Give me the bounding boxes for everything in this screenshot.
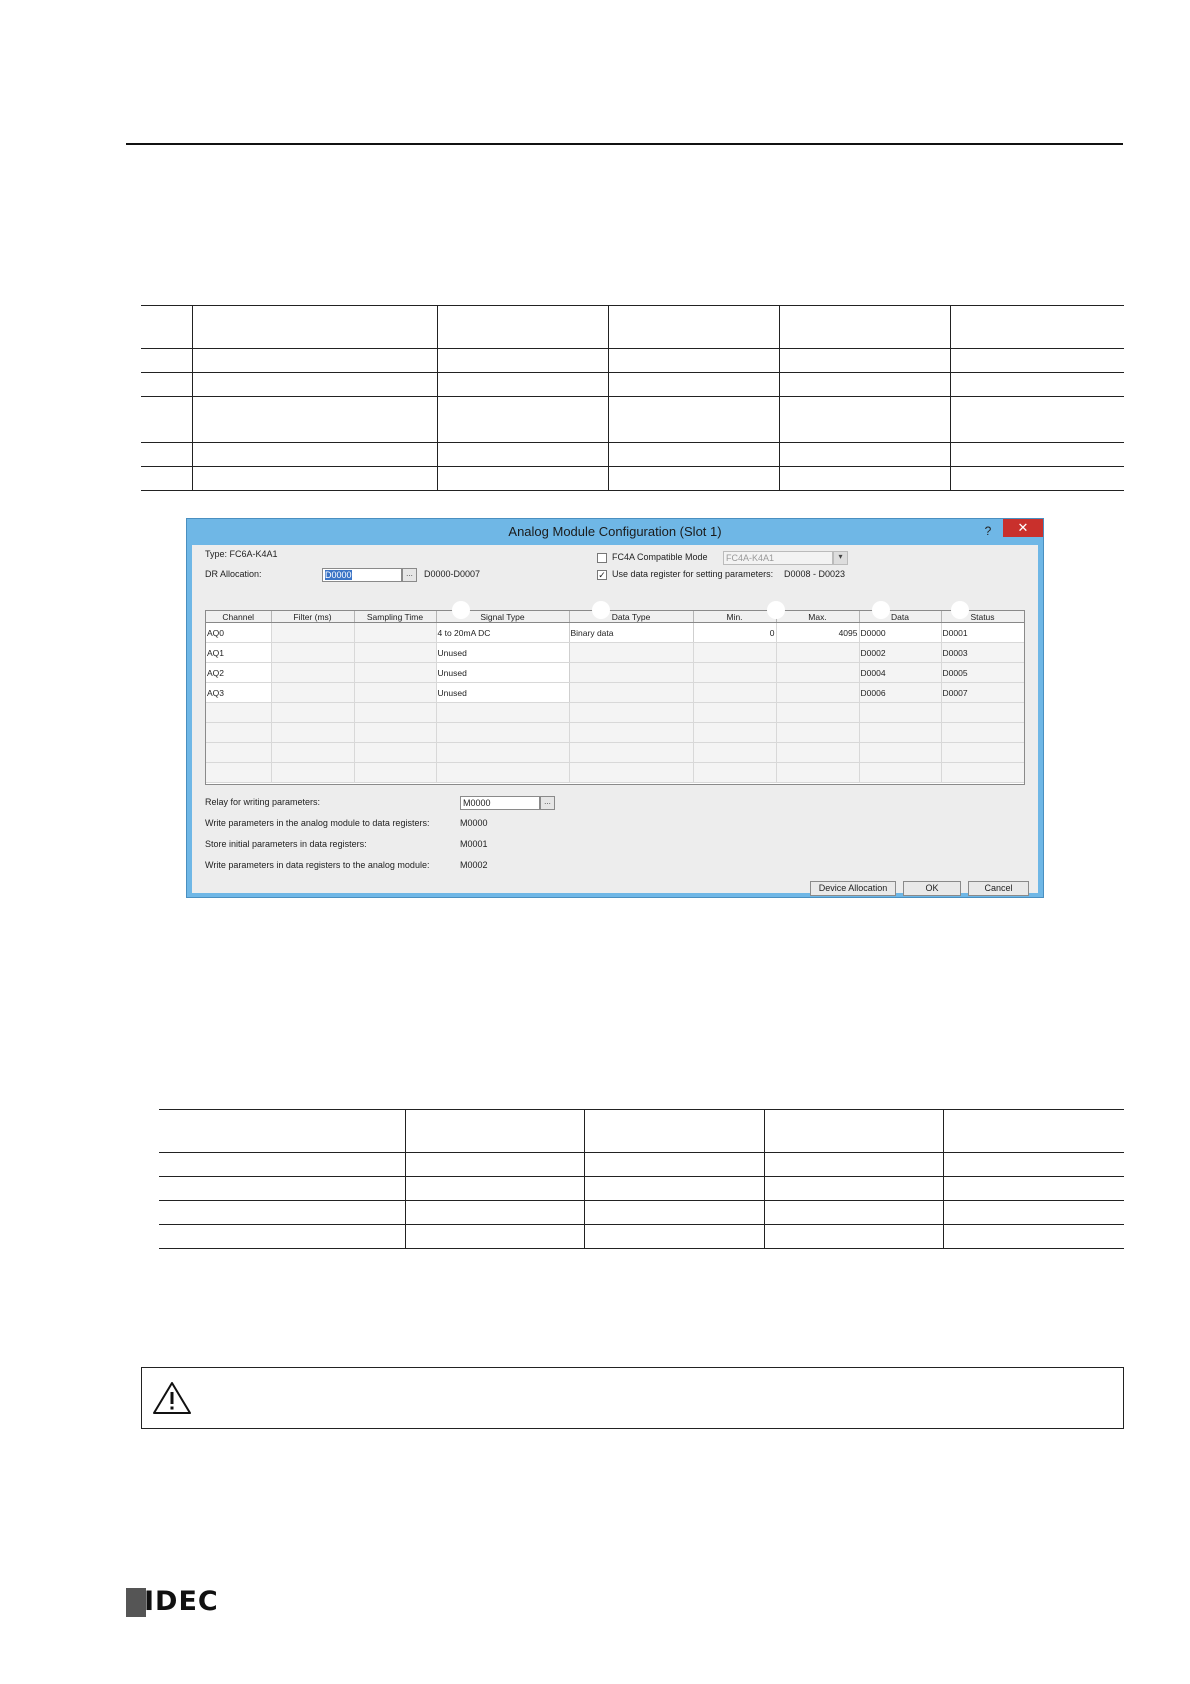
relay-input[interactable]: M0000 (460, 796, 540, 810)
chevron-down-icon: ▾ (833, 551, 848, 565)
data-cell: D0004 (859, 663, 941, 683)
status-cell: D0003 (941, 643, 1024, 663)
write2-label: Write parameters in data registers to the analog module: (205, 860, 430, 870)
empty-row (206, 723, 1024, 743)
min-cell (693, 663, 776, 683)
compat-mode-checkbox[interactable] (597, 553, 607, 563)
col-signal-type: Signal Type (436, 611, 569, 623)
table-row (206, 683, 1024, 703)
data-type-cell (569, 643, 693, 663)
header-rule (126, 143, 1123, 145)
dr-allocation-label: DR Allocation: (205, 569, 262, 579)
dr-range: D0000-D0007 (424, 569, 481, 579)
channel-cell: AQ2 (206, 663, 271, 683)
filter-cell (271, 643, 354, 663)
warning-triangle-icon (151, 1380, 193, 1416)
lower-table (159, 1109, 1124, 1249)
use-dr-checkbox[interactable]: ✓ (598, 570, 606, 580)
write-label: Write parameters in the analog module to data registers: (205, 818, 430, 828)
callout-marker (872, 601, 890, 619)
use-dr-range: D0008 - D0023 (784, 569, 846, 579)
status-cell: D0001 (941, 623, 1024, 643)
table-row (206, 643, 1024, 663)
channel-cell: AQ3 (206, 683, 271, 703)
filter-cell (271, 663, 354, 683)
store-value: M0001 (460, 839, 488, 849)
dr-allocation-value: D0000 (325, 570, 352, 580)
signal-type-cell[interactable]: 4 to 20mA DC (436, 623, 569, 643)
sampling-cell (354, 683, 436, 703)
signal-type-cell[interactable]: Unused (436, 663, 569, 683)
grid-header-row (206, 611, 1024, 623)
max-cell (776, 663, 859, 683)
relay-label: Relay for writing parameters: (205, 797, 321, 807)
filter-cell (271, 623, 354, 643)
callout-marker (592, 601, 610, 619)
data-type-cell[interactable]: Binary data (569, 623, 693, 643)
data-type-cell (569, 663, 693, 683)
logo-mark (126, 1588, 146, 1617)
channel-cell: AQ0 (206, 623, 271, 643)
dialog-title: Analog Module Configuration (Slot 1) (508, 524, 722, 539)
channel-cell: AQ1 (206, 643, 271, 663)
max-cell[interactable]: 4095 (776, 623, 859, 643)
max-cell (776, 683, 859, 703)
sampling-cell (354, 643, 436, 663)
cancel-button[interactable]: Cancel (968, 881, 1029, 896)
upper-table (141, 305, 1124, 491)
col-min: Min. (693, 611, 776, 623)
dr-allocation-browse-button[interactable]: ... (402, 568, 417, 582)
dialog-body (192, 545, 1038, 893)
write2-value: M0002 (460, 860, 488, 870)
sampling-cell (354, 663, 436, 683)
callout-marker (951, 601, 969, 619)
table-row (206, 663, 1024, 683)
use-dr-label: Use data register for setting parameters: (612, 569, 774, 579)
col-filter: Filter (ms) (271, 611, 354, 623)
data-cell: D0000 (859, 623, 941, 643)
compat-mode-label: FC4A Compatible Mode (612, 552, 708, 562)
write-value: M0000 (460, 818, 488, 828)
col-data-type: Data Type (569, 611, 693, 623)
dr-allocation-input[interactable] (322, 568, 402, 582)
compat-mode-select[interactable]: FC4A-K4A1 (723, 551, 833, 565)
col-max: Max. (776, 611, 859, 623)
col-sampling: Sampling Time (354, 611, 436, 623)
data-type-cell (569, 683, 693, 703)
min-cell (693, 683, 776, 703)
status-cell: D0007 (941, 683, 1024, 703)
empty-row (206, 743, 1024, 763)
min-cell[interactable]: 0 (693, 623, 776, 643)
channel-config-grid (205, 610, 1025, 785)
col-data: Data (859, 611, 941, 623)
module-type: Type: FC6A-K4A1 (205, 549, 278, 559)
table-row (206, 623, 1024, 643)
filter-cell (271, 683, 354, 703)
empty-row (206, 703, 1024, 723)
analog-config-dialog (186, 518, 1044, 898)
max-cell (776, 643, 859, 663)
store-label: Store initial parameters in data registers: (205, 839, 367, 849)
col-channel: Channel (206, 611, 271, 623)
close-button[interactable]: ✕ (1003, 519, 1043, 537)
empty-row (206, 763, 1024, 783)
signal-type-cell[interactable]: Unused (436, 683, 569, 703)
signal-type-cell[interactable]: Unused (436, 643, 569, 663)
data-cell: D0006 (859, 683, 941, 703)
sampling-cell (354, 623, 436, 643)
min-cell (693, 643, 776, 663)
status-cell: D0005 (941, 663, 1024, 683)
device-allocation-button[interactable]: Device Allocation (810, 881, 896, 896)
callout-marker (452, 601, 470, 619)
data-cell: D0002 (859, 643, 941, 663)
help-button[interactable]: ? (984, 524, 992, 538)
ok-button[interactable]: OK (903, 881, 961, 896)
callout-marker (767, 601, 785, 619)
caution-box (141, 1367, 1124, 1429)
col-status: Status (941, 611, 1024, 623)
idec-logo: IDEC (144, 1586, 219, 1617)
relay-browse-button[interactable]: ... (540, 796, 555, 810)
